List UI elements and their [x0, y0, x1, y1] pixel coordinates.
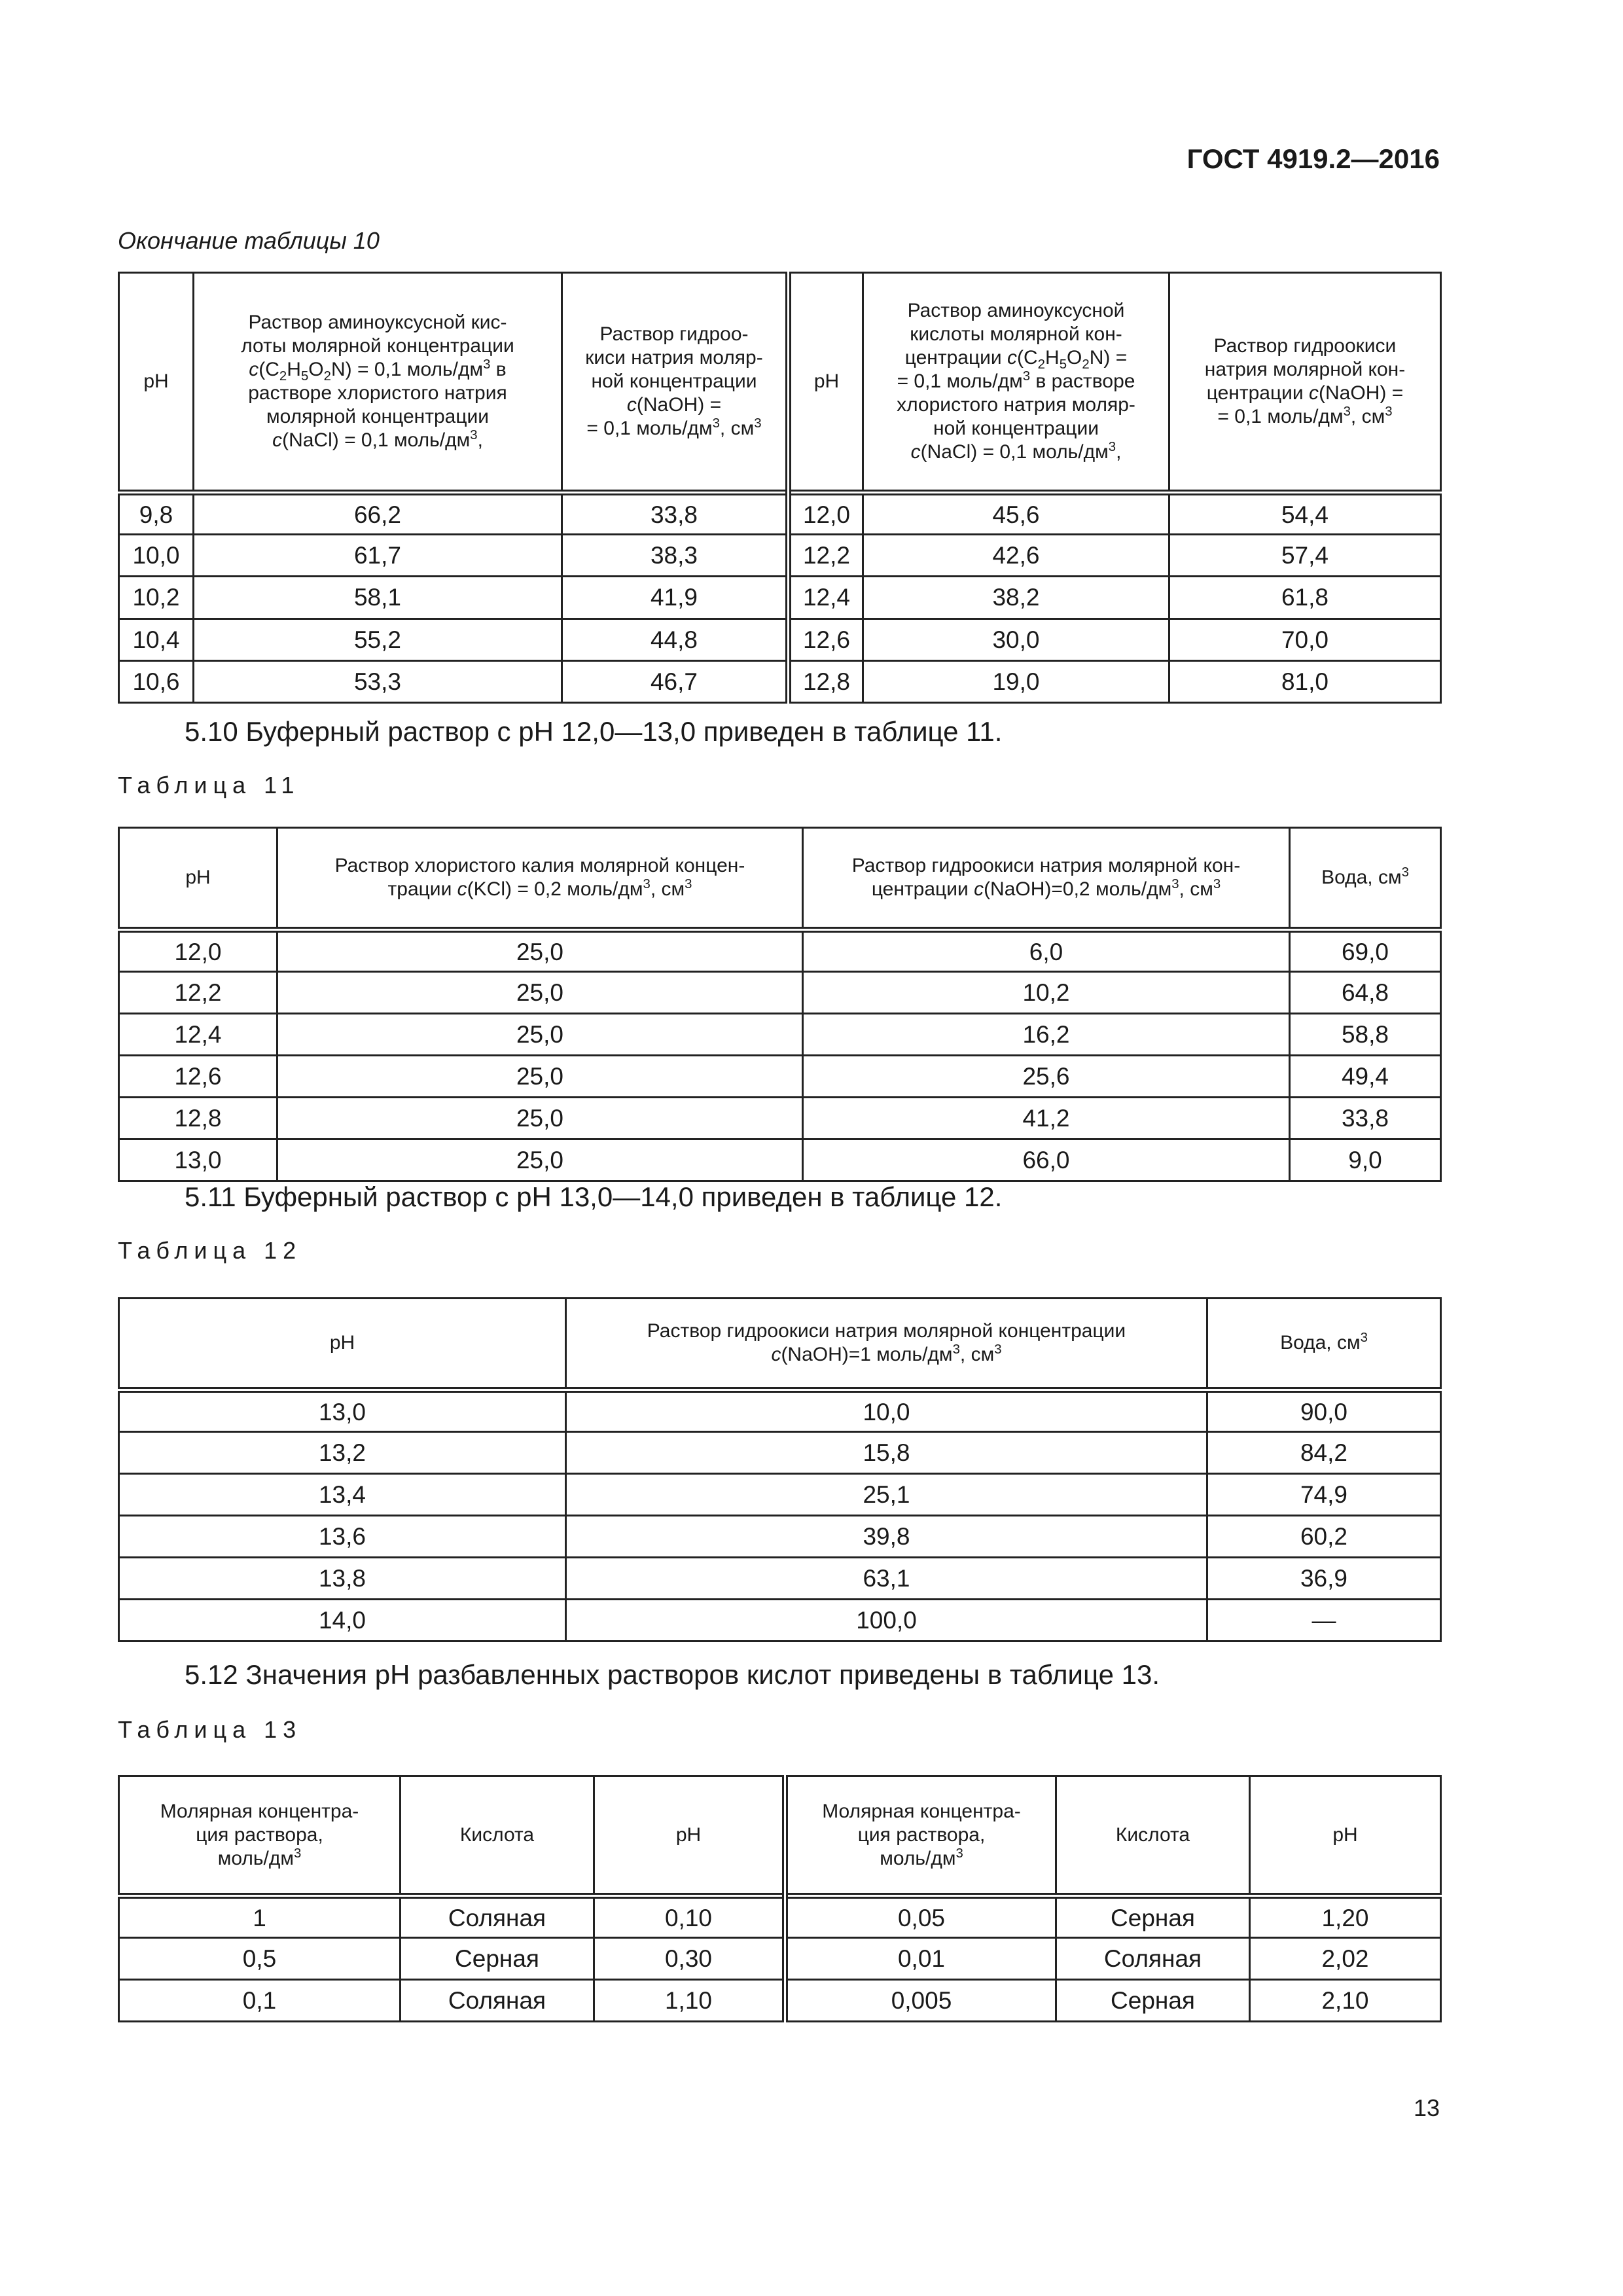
header-glycine-solution: Раствор аминоуксусной кис- лоты молярной концентрации $c(C_2H_5O_2N) = 0,1$ моль/$дм^3$ в растворе хлористого натрия молярной концентрации c(NaCl) = 0,1 моль/$дм^3$, — [194, 273, 562, 493]
header-ph-right: pH — [789, 273, 863, 493]
table-row — [119, 619, 1441, 660]
table-13 — [118, 1775, 1442, 2022]
header-water: Вода, $см^3$ — [1207, 1299, 1441, 1390]
cell: 2,02 — [1250, 1938, 1441, 1980]
table-row — [119, 1938, 1441, 1980]
cell: 12,0 — [789, 493, 863, 535]
cell: 10,6 — [119, 660, 194, 702]
cell: 9,8 — [119, 493, 194, 535]
cell: 64,8 — [1290, 972, 1441, 1014]
cell: 12,4 — [119, 1014, 277, 1056]
cell: 0,01 — [785, 1938, 1056, 1980]
cell: 41,9 — [562, 577, 789, 619]
header-acid-right: Кислота — [1056, 1776, 1250, 1896]
cell: 1 — [119, 1896, 401, 1938]
cell: 58,8 — [1290, 1014, 1441, 1056]
table-row — [119, 1014, 1441, 1056]
cell: 25,0 — [277, 1139, 803, 1181]
cell: Соляная — [401, 1896, 594, 1938]
cell: 0,10 — [594, 1896, 785, 1938]
cell: 10,2 — [803, 972, 1290, 1014]
cell: 10,0 — [119, 535, 194, 577]
header-water: Вода, $см^3$ — [1290, 828, 1441, 930]
table-11 — [118, 827, 1442, 1182]
cell: 57,4 — [1169, 535, 1441, 577]
cell: 12,6 — [119, 1056, 277, 1098]
cell: 36,9 — [1207, 1558, 1441, 1600]
cell: 12,6 — [789, 619, 863, 660]
table-row — [119, 1558, 1441, 1600]
cell: 9,0 — [1290, 1139, 1441, 1181]
cell: 38,3 — [562, 535, 789, 577]
cell: 0,1 — [119, 1980, 401, 2022]
cell: 12,2 — [789, 535, 863, 577]
cell: 69,0 — [1290, 930, 1441, 972]
cell: 15,8 — [566, 1432, 1207, 1474]
cell: Серная — [1056, 1896, 1250, 1938]
cell: 6,0 — [803, 930, 1290, 972]
cell: 13,4 — [119, 1474, 566, 1516]
cell: — — [1207, 1600, 1441, 1641]
cell: Соляная — [401, 1980, 594, 2022]
cell: 25,6 — [803, 1056, 1290, 1098]
cell: 74,9 — [1207, 1474, 1441, 1516]
cell: 12,0 — [119, 930, 277, 972]
cell: 90,0 — [1207, 1390, 1441, 1432]
cell: 25,1 — [566, 1474, 1207, 1516]
table-13-label: Таблица 13 — [118, 1716, 302, 1743]
page-number: 13 — [1413, 2094, 1440, 2121]
table-row — [119, 577, 1441, 619]
table-header-row — [119, 828, 1441, 930]
cell: 0,30 — [594, 1938, 785, 1980]
cell: 12,2 — [119, 972, 277, 1014]
table-header-row — [119, 1776, 1441, 1896]
header-ph: pH — [119, 1299, 566, 1390]
cell: 100,0 — [566, 1600, 1207, 1641]
header-naoh-solution: Раствор гидроокиси натрия молярной концентрации c(NaOH)=1 моль/$дм^3$, $см^3$ — [566, 1299, 1207, 1390]
table-12-label: Таблица 12 — [118, 1237, 302, 1264]
cell: 39,8 — [566, 1516, 1207, 1558]
table-row — [119, 1474, 1441, 1516]
header-ph: pH — [119, 828, 277, 930]
cell: Серная — [1056, 1980, 1250, 2022]
header-naoh-solution: Раствор гидроокиси натрия молярной кон- центрации c(NaOH)=0,2 моль/$дм^3$, $см^3$ — [803, 828, 1290, 930]
header-acid: Кислота — [401, 1776, 594, 1896]
cell: 10,2 — [119, 577, 194, 619]
cell: 1,10 — [594, 1980, 785, 2022]
cell: 61,8 — [1169, 577, 1441, 619]
cell: 42,6 — [863, 535, 1169, 577]
cell: 25,0 — [277, 1098, 803, 1139]
paragraph-5-10: 5.10 Буферный раствор с pH 12,0—13,0 приведен в таблице 11. — [185, 716, 1003, 747]
table-row — [119, 1516, 1441, 1558]
cell: 49,4 — [1290, 1056, 1441, 1098]
cell: 33,8 — [1290, 1098, 1441, 1139]
table-header-row — [119, 1299, 1441, 1390]
cell: 58,1 — [194, 577, 562, 619]
header-naoh-solution-right: Раствор гидроокиси натрия молярной кон- центрации c(NaOH) = = 0,1 моль/$дм^3$, $см^3$ — [1169, 273, 1441, 493]
table-row — [119, 1600, 1441, 1641]
cell: 2,10 — [1250, 1980, 1441, 2022]
cell: 0,005 — [785, 1980, 1056, 2022]
document-code: ГОСТ 4919.2—2016 — [1186, 143, 1440, 174]
cell: 12,4 — [789, 577, 863, 619]
cell: 30,0 — [863, 619, 1169, 660]
cell: 13,8 — [119, 1558, 566, 1600]
cell: 14,0 — [119, 1600, 566, 1641]
table-row — [119, 1098, 1441, 1139]
table-row — [119, 535, 1441, 577]
table-10 — [118, 272, 1442, 704]
cell: 25,0 — [277, 972, 803, 1014]
header-ph-right: pH — [1250, 1776, 1441, 1896]
cell: 66,0 — [803, 1139, 1290, 1181]
cell: Соляная — [1056, 1938, 1250, 1980]
cell: 66,2 — [194, 493, 562, 535]
cell: 10,0 — [566, 1390, 1207, 1432]
cell: 45,6 — [863, 493, 1169, 535]
table-row — [119, 1896, 1441, 1938]
cell: 13,0 — [119, 1390, 566, 1432]
table-row — [119, 972, 1441, 1014]
table-row — [119, 1139, 1441, 1181]
header-kcl-solution: Раствор хлористого калия молярной концен- трации c(KCl) = 0,2 моль/$дм^3$, $см^3$ — [277, 828, 803, 930]
cell: 10,4 — [119, 619, 194, 660]
cell: 25,0 — [277, 1014, 803, 1056]
cell: 38,2 — [863, 577, 1169, 619]
table-11-label: Таблица 11 — [118, 772, 300, 798]
cell: 1,20 — [1250, 1896, 1441, 1938]
cell: 41,2 — [803, 1098, 1290, 1139]
paragraph-5-11: 5.11 Буферный раствор с pH 13,0—14,0 приведен в таблице 12. — [185, 1181, 1003, 1212]
header-ph: pH — [119, 273, 194, 493]
cell: 13,2 — [119, 1432, 566, 1474]
header-concentration-right: Молярная концентра- ция раствора, моль/$дм^3$ — [785, 1776, 1056, 1896]
table-row — [119, 1390, 1441, 1432]
cell: 16,2 — [803, 1014, 1290, 1056]
cell: 0,5 — [119, 1938, 401, 1980]
cell: 70,0 — [1169, 619, 1441, 660]
table-row — [119, 1056, 1441, 1098]
table-row — [119, 493, 1441, 535]
paragraph-5-12: 5.12 Значения pH разбавленных растворов кислот приведены в таблице 13. — [185, 1659, 1160, 1690]
cell: 84,2 — [1207, 1432, 1441, 1474]
table-header-row — [119, 273, 1441, 493]
cell: 44,8 — [562, 619, 789, 660]
cell: 13,0 — [119, 1139, 277, 1181]
table-row — [119, 660, 1441, 702]
cell: 0,05 — [785, 1896, 1056, 1938]
cell: 81,0 — [1169, 660, 1441, 702]
table-12 — [118, 1297, 1442, 1642]
cell: 19,0 — [863, 660, 1169, 702]
table-row — [119, 930, 1441, 972]
cell: 60,2 — [1207, 1516, 1441, 1558]
cell: Серная — [401, 1938, 594, 1980]
header-ph: pH — [594, 1776, 785, 1896]
cell: 55,2 — [194, 619, 562, 660]
cell: 54,4 — [1169, 493, 1441, 535]
header-concentration: Молярная концентра- ция раствора, моль/$дм^3$ — [119, 1776, 401, 1896]
cell: 13,6 — [119, 1516, 566, 1558]
cell: 25,0 — [277, 930, 803, 972]
cell: 46,7 — [562, 660, 789, 702]
cell: 12,8 — [789, 660, 863, 702]
table-row — [119, 1432, 1441, 1474]
cell: 25,0 — [277, 1056, 803, 1098]
table-10-caption: Окончание таблицы 10 — [118, 227, 380, 254]
cell: 12,8 — [119, 1098, 277, 1139]
cell: 33,8 — [562, 493, 789, 535]
cell: 61,7 — [194, 535, 562, 577]
header-glycine-solution-right: Раствор аминоуксусной кислоты молярной кон- центрации $c(C_2H_5O_2N)$ = = 0,1 моль/$дм^3$ в растворе хлористого натрия моляр- ной концентрации c(NaCl) = 0,1 моль/$дм^3$, — [863, 273, 1169, 493]
table-row — [119, 1980, 1441, 2022]
header-naoh-solution: Раствор гидроо- киси натрия моляр- ной концентрации c(NaOH) = = 0,1 моль/$дм^3$, $см^3$ — [562, 273, 789, 493]
cell: 53,3 — [194, 660, 562, 702]
cell: 63,1 — [566, 1558, 1207, 1600]
